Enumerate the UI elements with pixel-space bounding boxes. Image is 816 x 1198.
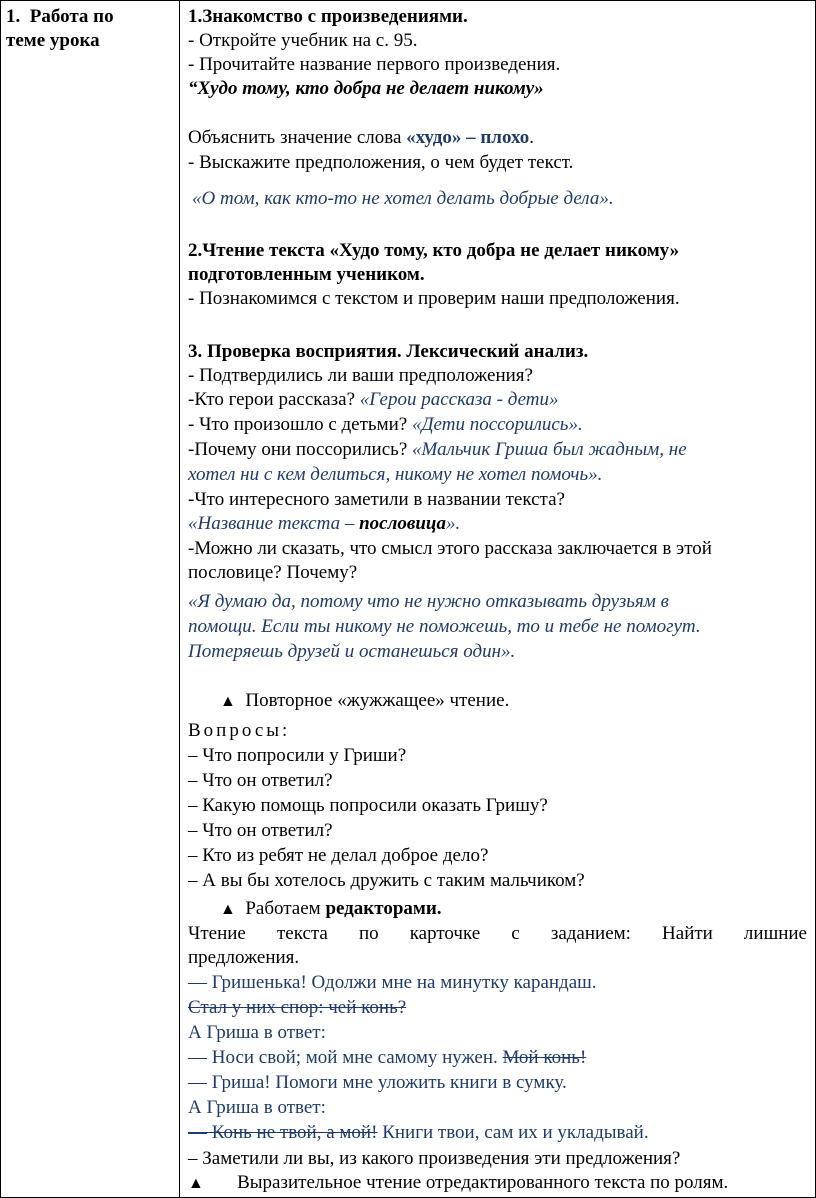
text-line-4 [188,1046,807,1070]
text-line-7-main: Книги твои, сам их и укладывай. [377,1122,649,1143]
q3-answer: «Дети поссорились». [411,414,583,435]
q5-answer-keyword: пословица [359,513,446,534]
s3-q1: - Подтвердились ли ваши предположения? [188,365,533,386]
stage-title-line1: Работа по [29,6,114,27]
s1-explain-word [188,126,807,150]
s2-line: - Познакомимся с текстом и проверим наши предположения. [188,288,680,309]
s1-line-open-book: - Откройте учебник на с. 95. [188,30,418,51]
q4-answer-line1: «Мальчик Гриша был жадным, не [412,439,687,460]
card-task-line2: предложения. [188,947,300,968]
text-line-2-struck: Стал у них спор: чей конь? [188,997,407,1018]
q5-answer-post: ». [445,513,461,534]
q2-answer: «Герои рассказа - дети» [359,389,559,410]
final-reading-item [188,1171,807,1196]
q6-answer-line2: помощи. Если ты никому не поможешь, то и тебе не помогут. [188,616,701,637]
q6-answer-line3: Потеряешь друзей и останешься один». [188,641,516,662]
s3-q3 [188,413,807,437]
list-item: – А вы бы хотелось дружить с таким мальчиком? [188,870,585,891]
final-reading-text: Выразительное чтение отредактированного текста по ролям. [237,1172,729,1193]
q4-answer-line2: хотел ни с кем делиться, никому не хотел помочь». [188,464,603,485]
stage-cell [1,1,180,1198]
list-item: – Что попросили у Гриши? [188,745,407,766]
text-line-5: — Гриша! Помоги мне уложить книги в сумку. [188,1072,567,1093]
s3-q5: -Что интересного заметили в названии текста? [188,489,565,510]
text-line-4-main: — Носи свой; мой мне самому нужен. [188,1047,503,1068]
s1-line-read-title: - Прочитайте название первого произведения. [188,54,561,75]
triangle-bullet-icon: ▲ [188,1175,204,1192]
s3-q2 [188,388,807,412]
section2-heading-line1: 2.Чтение текста «Худо тому, кто добра не делает никому» [188,240,680,261]
q4-text: -Почему они поссорились? [188,439,413,460]
questions-label: Вопросы: [188,720,291,741]
stage-title-line2: теме урока [6,30,100,51]
explain-pre: Объяснить значение слова [188,127,407,148]
s3-q6-line2: пословице? Почему? [188,562,358,583]
editors-item [220,897,807,922]
text-line-7 [188,1121,807,1145]
text-line-6: А Гриша в ответ: [188,1097,326,1118]
s1-guess: - Выскажите предположения, о чем будет текст. [188,152,574,173]
table-row [1,1,816,1198]
reread-item [220,689,807,714]
q6-answer-line1: «Я думаю да, потому что не нужно отказывать друзьям в [188,591,669,612]
text-line-1: — Гришенька! Одолжи мне на минутку карандаш. [188,972,597,993]
list-item: – Какую помощь попросили оказать Гришу? [188,795,548,816]
explain-post: . [529,127,534,148]
section1-heading: 1.Знакомство с произведениями. [188,6,468,27]
q2-text: -Кто герои рассказа? [188,389,360,410]
section3-heading: 3. Проверка восприятия. Лексический анализ. [188,341,589,362]
q3-text: - Что произошло с детьми? [188,414,412,435]
list-item: – Кто из ребят не делал доброе дело? [188,845,489,866]
s1-answer: «О том, как кто-то не хотел делать добрые дела». [192,188,614,209]
explain-keyword: «худо» – плохо [406,127,530,148]
content-cell [180,1,816,1198]
section2-heading-line2: подготовленным учеником. [188,264,425,285]
list-item: – Что он ответил? [188,770,333,791]
text-line-7-struck: — Конь не твой, а мой! [188,1122,378,1143]
triangle-bullet-icon: ▲ [220,901,236,918]
text-line-4-struck: Мой конь! [502,1047,587,1068]
triangle-bullet-icon: ▲ [220,693,236,710]
reread-text: Повторное «жужжащее» чтение. [245,690,510,711]
s3-q4 [188,438,807,462]
list-item: – Что он ответил? [188,820,333,841]
stage-title [1,1,179,53]
final-question: – Заметили ли вы, из какого произведения эти предложения? [188,1148,681,1169]
editors-bold: редакторами. [325,898,442,919]
editors-pre: Работаем [245,898,326,919]
text-line-3: А Гриша в ответ: [188,1022,326,1043]
q5-answer [188,512,807,536]
stage-number: 1. [6,6,21,27]
card-task-line1: Чтение текста по карточке с заданием: Найти лишние [188,923,807,944]
s3-q6-line1: -Можно ли сказать, что смысл этого рассказа заключается в этой [188,538,712,559]
q5-answer-pre: «Название текста – [188,513,360,534]
work-title: “Худо тому, кто добра не делает никому» [188,78,544,99]
